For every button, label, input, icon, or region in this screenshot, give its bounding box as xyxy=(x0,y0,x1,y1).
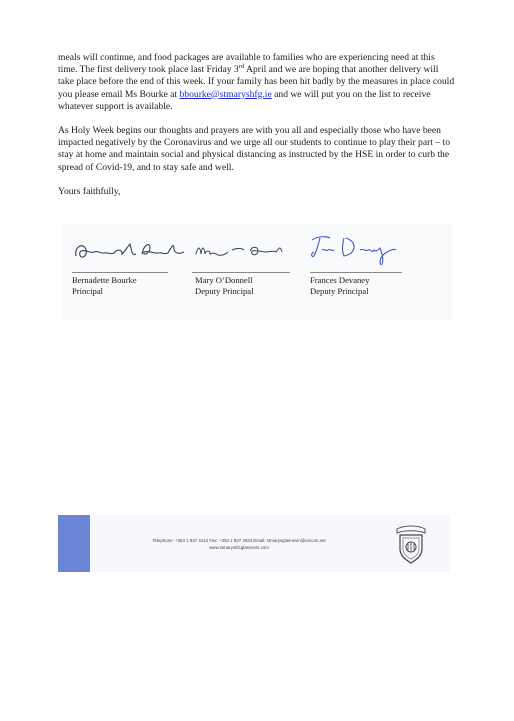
email-link[interactable]: bbourke@stmaryshfg.ie xyxy=(179,88,272,100)
p1-text-before: meals will continue, and food packages are available to families who are experiencing need at this time. The first delivery took place last Friday 3 xyxy=(58,52,435,76)
signatory-name: Mary O’Donnell xyxy=(195,275,253,285)
letter-paragraph-support xyxy=(58,52,456,113)
signatory-role: Deputy Principal xyxy=(310,286,369,296)
signatory-name: Bernadette Bourke xyxy=(72,275,137,285)
ordinal-suffix: rd xyxy=(238,63,245,71)
footer-accent-bar xyxy=(58,515,90,572)
signatory-deputy-2 xyxy=(308,224,428,296)
signature-mary-odonnell xyxy=(192,224,312,270)
signatory-deputy-1 xyxy=(192,224,312,296)
letterhead-footer xyxy=(58,515,450,572)
p1-text-after: and we will put you on the list to receive whatever support is available. xyxy=(58,88,431,112)
footer-contact xyxy=(94,538,384,551)
signature-frances-devaney xyxy=(308,224,428,270)
signature-bernadette-bourke xyxy=(70,224,190,270)
school-crest-icon xyxy=(394,523,428,565)
signature-line xyxy=(72,272,168,273)
letter-paragraph-holy-week: As Holy Week begins our thoughts and prayers are with you all and especially those who have been impacted negatively by the Coronavirus and we urge all our students to continue to play their part – to stay at home and maintain social and physical distancing as instructed by the HSE in order to curb the spread of Covid-19, and to stay safe and well. xyxy=(58,125,451,173)
footer-website: www.stmaryshfcglasnevin.com xyxy=(209,544,269,550)
signature-line xyxy=(192,272,290,273)
signature-line xyxy=(310,272,402,273)
p1-text-middle: April and we are hoping that another delivery will take place before the end of this week. If your family has been hit badly by the measures in place could you please email Ms Bourke at xyxy=(58,64,455,100)
signatory-role: Deputy Principal xyxy=(195,286,254,296)
closing-salutation: Yours faithfully, xyxy=(58,186,121,197)
signatory-name: Frances Devaney xyxy=(310,275,370,285)
signature-block xyxy=(62,224,452,320)
footer-contact-line: Telephone: +353 1 837 4413 Fax: +353 1 837 4034 Email: stmarysglasnevin@eircom.net xyxy=(152,538,326,543)
signatory-role: Principal xyxy=(72,286,104,296)
signatory-principal xyxy=(70,224,190,296)
